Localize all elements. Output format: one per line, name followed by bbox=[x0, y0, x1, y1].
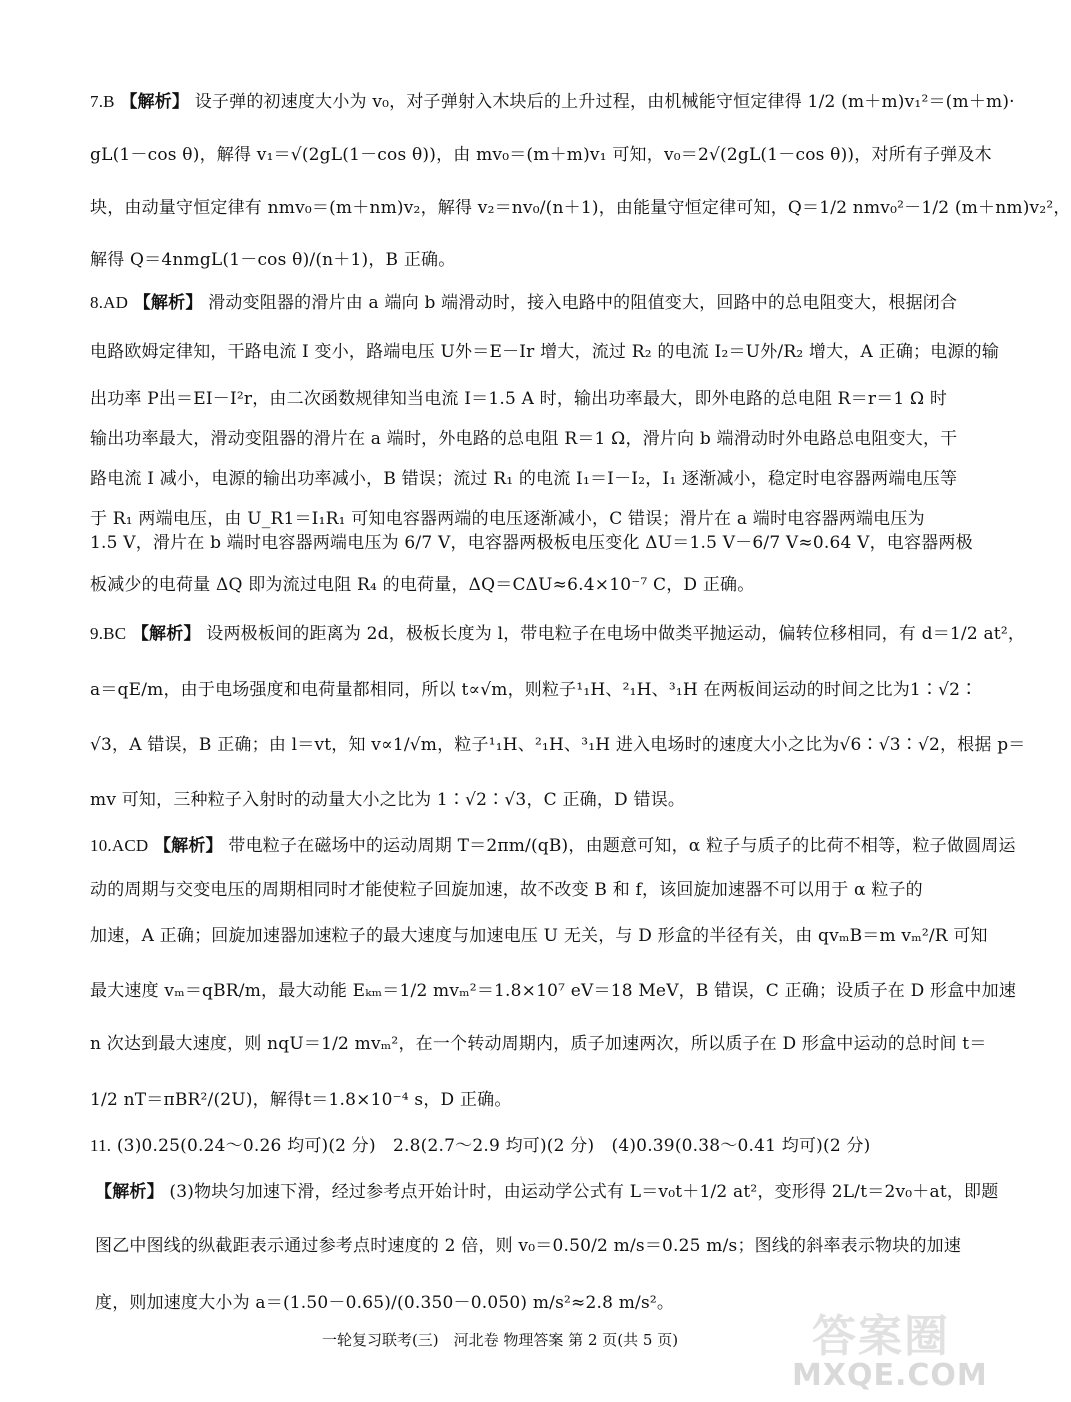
text: 加速，A 正确；回旋加速器加速粒子的最大速度与加速电压 U 无关，与 D 形盒的半径有关，由 qvₘB＝m vₘ²/R 可知 bbox=[90, 926, 988, 946]
page-footer: 一轮复习联考(三) 河北卷 物理答案 第 2 页(共 5 页) bbox=[321, 1331, 679, 1349]
q8-line-8 bbox=[90, 571, 920, 607]
watermark-logo bbox=[792, 1300, 988, 1395]
analysis-tag: 【解析】 bbox=[153, 836, 223, 856]
q11-number: 11. bbox=[90, 1136, 112, 1155]
text: √3，A 错误，B 正确；由 l＝vt，知 v∝1/√m，粒子¹₁H、²₁H、³₁H 进入电场时的速度大小之比为√6∶√3∶√2，根据 p＝ bbox=[90, 735, 1026, 755]
text: 于 R₁ 两端电压，由 U_R1＝I₁R₁ 可知电容器两端的电压逐渐减小，C 错误；滑片在 a 端时电容器两端电压为 bbox=[90, 509, 925, 529]
watermark-text-bottom: MXQE.COM bbox=[792, 1358, 988, 1393]
text: 解得 Q＝4nmgL(1－cos θ)/(n＋1)，B 正确。 bbox=[90, 250, 456, 270]
text: 1/2 nT＝πBR²/(2U)，解得t＝1.8×10⁻⁴ s，D 正确。 bbox=[90, 1090, 512, 1110]
text: 出功率 P出＝EI－I²r，由二次函数规律知当电流 I＝1.5 A 时，输出功率最大，即外电路的总电阻 R＝r＝1 Ω 时 bbox=[90, 389, 948, 409]
q10-line-4 bbox=[90, 977, 1017, 1013]
text: mv 可知，三种粒子入射时的动量大小之比为 1∶√2∶√3，C 正确，D 错误。 bbox=[90, 790, 686, 810]
q7-line-3 bbox=[90, 194, 1071, 230]
q8-line-7 bbox=[90, 529, 973, 565]
text: 设子弹的初速度大小为 v₀，对子弹射入木块后的上升过程，由机械能守恒定律得 1/2 (m＋m)v₁²＝(m＋m)· bbox=[194, 92, 1015, 112]
q10-line-5 bbox=[90, 1030, 987, 1066]
text: 图乙中图线的纵截距表示通过参考点时速度的 2 倍，则 v₀＝0.50/2 m/s＝0.25 m/s；图线的斜率表示物块的加速 bbox=[95, 1236, 962, 1256]
q8-number: 8.AD bbox=[90, 293, 129, 312]
q9-line-3 bbox=[90, 731, 1026, 767]
text: (3)物块匀加速下滑，经过参考点开始计时，由运动学公式有 L＝v₀t＋1/2 at²，变形得 2L/t＝2v₀＋at，即题 bbox=[169, 1182, 999, 1202]
q10-line-6 bbox=[90, 1086, 920, 1122]
q7-line-4 bbox=[90, 246, 920, 282]
q9-line-4 bbox=[90, 786, 920, 822]
text: 最大速度 vₘ＝qBR/m，最大动能 Eₖₘ＝1/2 mvₘ²＝1.8×10⁷ eV＝18 MeV，B 错误，C 正确；设质子在 D 形盒中加速 bbox=[90, 981, 1017, 1001]
q7-line-1 bbox=[90, 88, 1015, 124]
q8-line-2 bbox=[90, 338, 1000, 374]
text: 动的周期与交变电压的周期相同时才能使粒子回旋加速，故不改变 B 和 f，该回旋加速器不可以用于 α 粒子的 bbox=[90, 880, 923, 900]
q10-line-2 bbox=[90, 876, 923, 912]
q8-line-3 bbox=[90, 385, 948, 421]
text: a＝qE/m，由于电场强度和电荷量都相同，所以 t∝√m，则粒子¹₁H、²₁H、³₁H 在两板间运动的时间之比为1∶√2∶ bbox=[90, 680, 978, 700]
text: 输出功率最大，滑动变阻器的滑片在 a 端时，外电路的总电阻 R＝1 Ω，滑片向 b 端滑动时外电路总电阻变大，干 bbox=[90, 429, 958, 449]
text: 电路欧姆定律知，干路电流 I 变小，路端电压 U外＝E－Ir 增大，流过 R₂ 的电流 I₂＝U外/R₂ 增大，A 正确；电源的输 bbox=[90, 342, 1000, 362]
q11-line-3 bbox=[95, 1232, 962, 1268]
text: n 次达到最大速度，则 nqU＝1/2 mvₘ²，在一个转动周期内，质子加速两次，所以质子在 D 形盒中运动的总时间 t＝ bbox=[90, 1034, 987, 1054]
analysis-tag: 【解析】 bbox=[95, 1182, 164, 1202]
q9-line-1 bbox=[90, 620, 1026, 656]
text: (3)0.25(0.24～0.26 均可)(2 分) 2.8(2.7～2.9 均可)(2 分) (4)0.39(0.38～0.41 均可)(2 分) bbox=[116, 1136, 871, 1156]
q10-line-1 bbox=[90, 832, 1016, 868]
analysis-tag: 【解析】 bbox=[133, 293, 203, 313]
text: gL(1－cos θ)，解得 v₁＝√(2gL(1－cos θ))，由 mv₀＝(m＋m)v₁ 可知，v₀＝2√(2gL(1－cos θ))，对所有子弹及木 bbox=[90, 145, 992, 165]
q8-line-1 bbox=[90, 289, 958, 325]
text: 带电粒子在磁场中的运动周期 T＝2πm/(qB)，由题意可知，α 粒子与质子的比荷不相等，粒子做圆周运 bbox=[228, 836, 1016, 856]
q9-line-2 bbox=[90, 676, 978, 712]
q10-line-3 bbox=[90, 922, 988, 958]
analysis-tag: 【解析】 bbox=[131, 624, 201, 644]
text: 路电流 I 减小，电源的输出功率减小，B 错误；流过 R₁ 的电流 I₁＝I－I₂，I₁ 逐渐减小，稳定时电容器两端电压等 bbox=[90, 469, 958, 489]
watermark-text-top: 答案圈 bbox=[812, 1311, 950, 1362]
q9-number: 9.BC bbox=[90, 624, 127, 643]
text: 度，则加速度大小为 a＝(1.50－0.65)/(0.350－0.050) m/s²≈2.8 m/s²。 bbox=[95, 1293, 675, 1313]
q10-number: 10.ACD bbox=[90, 836, 149, 855]
q8-line-4 bbox=[90, 425, 958, 461]
q7-number: 7.B bbox=[90, 92, 115, 111]
text: 设两极板间的距离为 2d，极板长度为 l，带电粒子在电场中做类平抛运动，偏转位移相同，有 d＝1/2 at²， bbox=[206, 624, 1026, 644]
text: 1.5 V，滑片在 b 端时电容器两端电压为 6/7 V，电容器两极板电压变化 ΔU＝1.5 V－6/7 V≈0.64 V，电容器两极 bbox=[90, 533, 973, 553]
q11-line-2 bbox=[95, 1178, 999, 1214]
text: 滑动变阻器的滑片由 a 端向 b 端滑动时，接入电路中的阻值变大，回路中的总电阻变大，根据闭合 bbox=[208, 293, 958, 313]
q11-line-1 bbox=[90, 1132, 920, 1168]
q8-line-5 bbox=[90, 465, 958, 501]
text: 块，由动量守恒定律有 nmv₀＝(m＋nm)v₂，解得 v₂＝nv₀/(n＋1)，由能量守恒定律可知，Q＝1/2 nmv₀²－1/2 (m＋nm)v₂²， bbox=[90, 198, 1071, 218]
analysis-tag: 【解析】 bbox=[120, 92, 190, 112]
text: 板减少的电荷量 ΔQ 即为流过电阻 R₄ 的电荷量，ΔQ＝CΔU≈6.4×10⁻⁷ C，D 正确。 bbox=[90, 575, 755, 595]
q7-line-2 bbox=[90, 141, 992, 177]
